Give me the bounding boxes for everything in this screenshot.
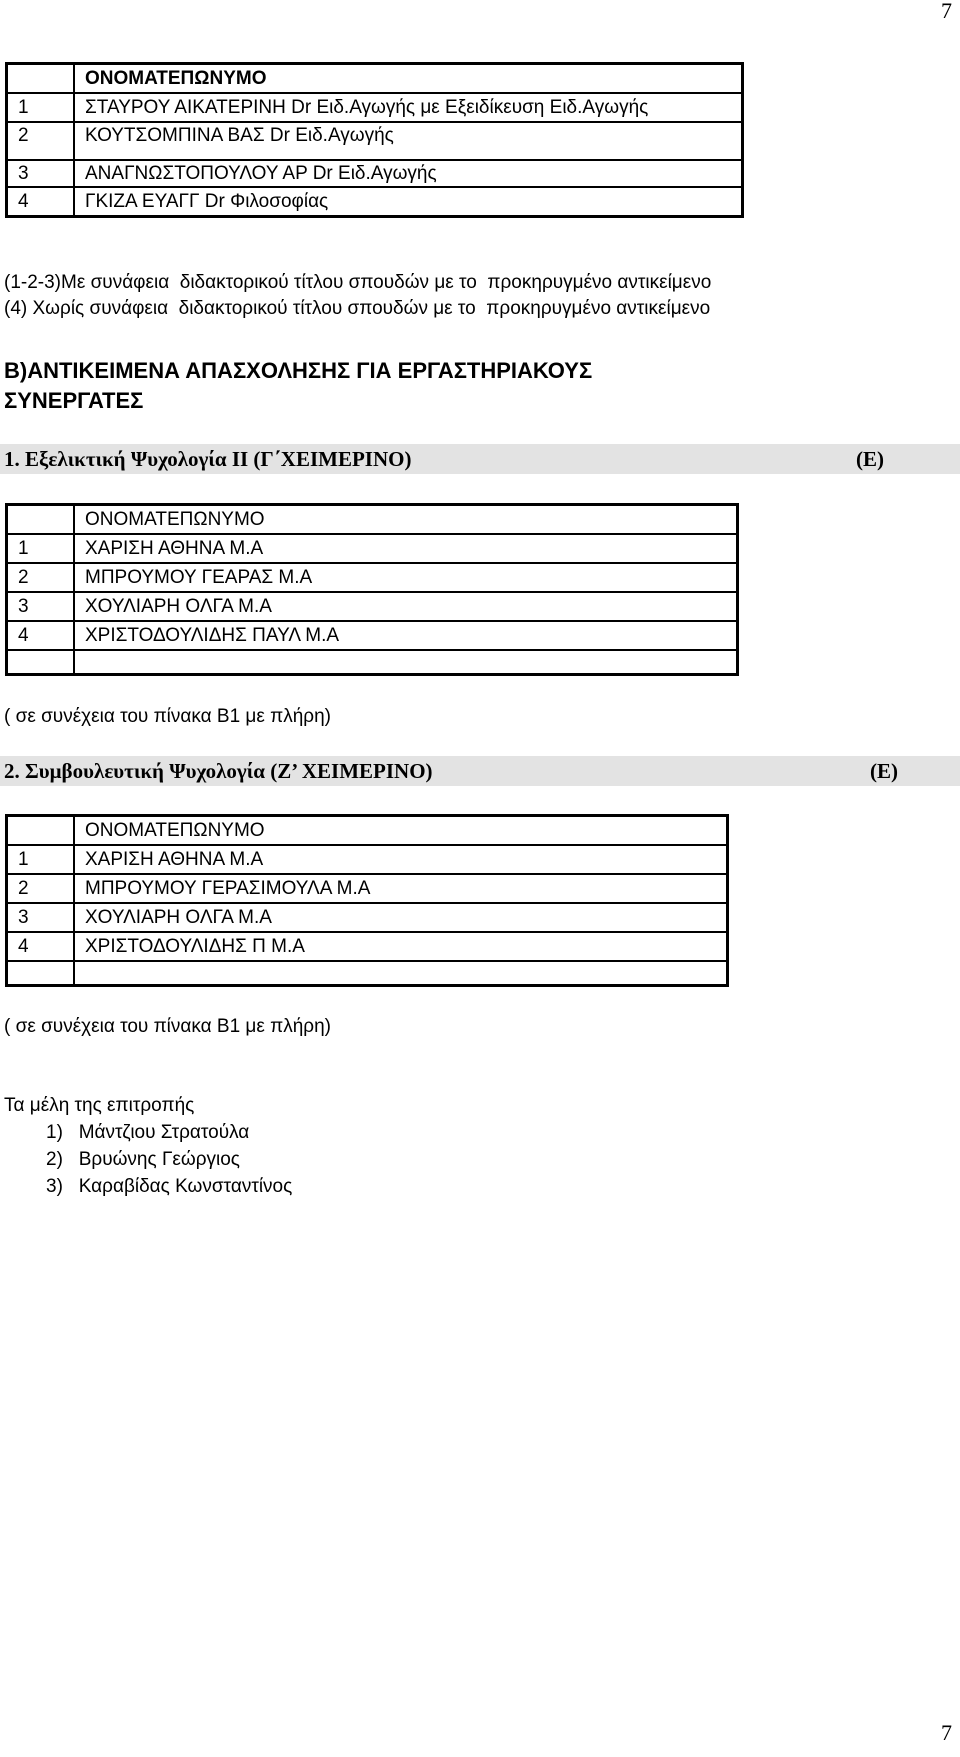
table-row: 3 ΧΟΥΛΙΑΡΗ ΟΛΓΑ Μ.Α xyxy=(7,903,728,932)
note-line: (4) Χωρίς συνάφεια διδακτορικού τίτλου σπουδών με το προκηρυγμένο αντικείμενο xyxy=(4,298,711,319)
committee-member: 1) Μάντζιου Στρατούλα xyxy=(46,1122,250,1143)
section-b-heading: Β)ΑΝΤΙΚΕΙΜΕΝΑ ΑΠΑΣΧΟΛΗΣΗΣ ΓΙΑ ΕΡΓΑΣΤΗΡΙΑΚΟΥΣ ΣΥΝΕΡΓΑΤΕΣ xyxy=(4,358,593,413)
table-row: 4 ΓΚΙΖΑ ΕΥΑΓΓ Dr Φιλοσοφίας xyxy=(7,187,743,217)
table-header-row xyxy=(7,64,743,94)
column-header-name: ΟΝΟΜΑΤΕΠΩΝΥΜΟ xyxy=(74,505,738,535)
table-row: 4 ΧΡΙΣΤΟΔΟΥΛΙΔΗΣ Π Μ.Α xyxy=(7,932,728,961)
table-header-row xyxy=(7,816,728,846)
course-1-table xyxy=(5,503,739,676)
table-row: 2 ΚΟΥΤΣΟΜΠΙΝΑ ΒΑΣ Dr Ειδ.Αγωγής xyxy=(7,122,743,160)
table-row: 2 ΜΠΡΟΥΜΟΥ ΓΕΑΡΑΣ Μ.Α xyxy=(7,563,738,592)
table-row xyxy=(7,650,738,675)
table-row: 4 ΧΡΙΣΤΟΔΟΥΛΙΔΗΣ ΠΑΥΛ Μ.Α xyxy=(7,621,738,650)
course-1-tag: (Ε) xyxy=(856,447,884,471)
table-row: 1 ΣΤΑΥΡΟΥ ΑΙΚΑΤΕΡΙΝΗ Dr Ειδ.Αγωγής με Εξειδίκευση Ειδ.Αγωγής xyxy=(7,93,743,122)
committee-member: 3) Καραβίδας Κωνσταντίνος xyxy=(46,1176,293,1197)
table-row: 3 ΧΟΥΛΙΑΡΗ ΟΛΓΑ Μ.Α xyxy=(7,592,738,621)
course-2-note: ( σε συνέχεια του πίνακα Β1 με πλήρη) xyxy=(4,1016,332,1037)
column-header-name: ΟΝΟΜΑΤΕΠΩΝΥΜΟ xyxy=(74,64,743,94)
course-1-title-band xyxy=(0,444,960,474)
course-1-note: ( σε συνέχεια του πίνακα Β1 με πλήρη) xyxy=(4,706,332,727)
committee-title: Τα μέλη της επιτροπής xyxy=(4,1095,195,1116)
course-2-tag: (Ε) xyxy=(870,759,898,783)
committee-block xyxy=(4,1092,292,1200)
table-row: 1 ΧΑΡΙΣΗ ΑΘΗΝΑ Μ.Α xyxy=(7,534,738,563)
notes-block xyxy=(4,270,711,322)
course-1-title: 1. Εξελικτική Ψυχολογία ΙΙ (Γ΄ΧΕΙΜΕΡΙΝΟ) xyxy=(4,447,412,471)
table-header-row xyxy=(7,505,738,535)
course-2-title: 2. Συμβουλευτική Ψυχολογία (Ζ’ ΧΕΙΜΕΡΙΝΟ) xyxy=(4,759,433,783)
course-2-title-band xyxy=(0,756,960,786)
faculty-table xyxy=(5,62,744,218)
table-row xyxy=(7,961,728,986)
note-line: (1-2-3)Με συνάφεια διδακτορικού τίτλου σπουδών με το προκηρυγμένο αντικείμενο xyxy=(4,272,712,293)
page-number-top: 7 xyxy=(941,0,952,23)
table-row: 3 ΑΝΑΓΝΩΣΤΟΠΟΥΛΟΥ ΑΡ Dr Ειδ.Αγωγής xyxy=(7,160,743,187)
committee-member: 2) Βρυώνης Γεώργιος xyxy=(46,1149,240,1170)
course-2-table xyxy=(5,814,729,987)
table-row: 2 ΜΠΡΟΥΜΟΥ ΓΕΡΑΣΙΜΟΥΛΑ Μ.Α xyxy=(7,874,728,903)
column-header-name: ΟΝΟΜΑΤΕΠΩΝΥΜΟ xyxy=(74,816,728,846)
table-row: 1 ΧΑΡΙΣΗ ΑΘΗΝΑ Μ.Α xyxy=(7,845,728,874)
page-number-bottom: 7 xyxy=(941,1720,952,1745)
